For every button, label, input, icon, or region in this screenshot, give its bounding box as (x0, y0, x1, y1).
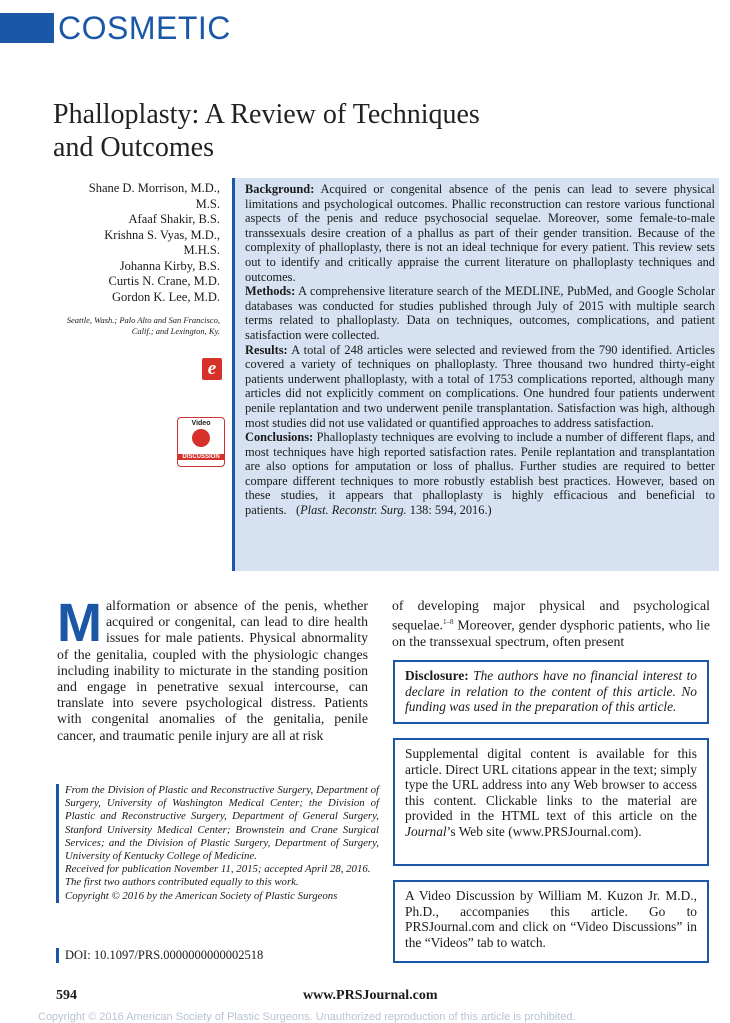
author-line: M.S. (195, 196, 220, 211)
author-line: Gordon K. Lee, M.D. (112, 289, 220, 304)
drop-cap: M (57, 593, 102, 653)
article-title (53, 98, 653, 164)
citation-journal: Plast. Reconstr. Surg. (300, 503, 407, 518)
discussion-icon-label: DISCUSSION (178, 454, 224, 460)
speech-bubble-icon (192, 429, 210, 447)
author-line: Curtis N. Crane, M.D. (108, 274, 220, 288)
results-label: Results: (245, 342, 288, 357)
reference-marker[interactable]: 1–8 (442, 618, 454, 627)
body-text-2b: Moreover, gender dysphoric patients, who lie on the transsexual spectrum, often present (392, 617, 710, 649)
supplemental-text-a: Supplemental digital content is available for this article. Direct URL citations appear in the text; simply type the URL address into any Web browser to access this content. Clickable links to the material are provided in the HTML text of this article on the (405, 746, 697, 824)
author-line: Krishna S. Vyas, M.D., (104, 227, 220, 242)
supplemental-text-b: ’s Web site (www.PRSJournal.com). (446, 823, 642, 839)
doi[interactable]: DOI: 10.1097/PRS.0000000000002518 (56, 948, 263, 963)
conclusions-text: Phalloplasty techniques are evolving to include a number of different flaps, and most techniques have high reported satisfaction rates. Penile replantation and transplantation are also options for amputation or loss of phallus. Further studies are required to better compare different techniques to more robustly establish best practices. However, based on these studies, it appears that phalloplasty is highly efficacious and beneficial to patients. (245, 430, 715, 518)
disclosure-label: Disclosure: (405, 668, 469, 683)
page-number: 594 (56, 988, 77, 1003)
abstract-box (232, 178, 719, 571)
author-line: Johanna Kirby, B.S. (119, 258, 220, 273)
video-discussion-box: A Video Discussion by William M. Kuzon Jr. M.D., Ph.D., accompanies this article. Go to PRSJournal.com and click on “Video Discussions” in the “Videos” tab to watch. (393, 880, 709, 963)
citation-open: ( (295, 503, 301, 518)
body-column-1 (57, 593, 368, 744)
supplemental-box (393, 738, 709, 866)
supplemental-journal: Journal (405, 823, 447, 839)
author-locations: Seattle, Wash.; Palo Alto and San Francisco, Calif.; and Lexington, Ky. (66, 315, 220, 336)
title-line-2: and Outcomes (53, 132, 214, 163)
background-text: Acquired or congenital absence of the penis can lead to severe physical limitations and psychological outcomes. Phallic reconstruction can restore various functional aspects of the penis and reduce psychosocial sequelae. Moreover, some female-to-male transsexuals desire creation of a phallus as part of their gender transition. Because of the complexity of phalloplasty, there is not an ideal technique for every patient. This review sets out to identify and critically appraise the current literature on phalloplasty techniques and outcomes. (245, 182, 715, 284)
header-bar (0, 13, 54, 43)
methods-label: Methods: (245, 284, 296, 299)
author-line: Afaaf Shakir, B.S. (128, 212, 220, 226)
author-list (50, 181, 220, 305)
affiliation-footnote (56, 784, 379, 903)
body-text-2a: of developing major physical and psychological sequelae. (392, 598, 710, 633)
methods-text: A comprehensive literature search of the MEDLINE, PubMed, and Google Scholar databases was conducted for studies published through July of 2015 with multiple search terms related to phalloplasty. Data on techniques, outcomes, complications, and patient satisfaction were collected. (245, 284, 715, 342)
title-line-1: Phalloplasty: A Review of Techniques (53, 99, 480, 130)
results-text: A total of 248 articles were selected and reviewed from the 790 identified. Articles covered a variety of techniques on phalloplasty. Three thousand two hundred thirty-eight patients underwent phalloplasty, with a total of 1753 complications reported, although many articles did not explicitly comment on complications. One hundred four patients underwent penile replantation and two underwent penile transplantation. Satisfaction was high, although most studies did not use validated or quantified approaches to address satisfaction. (245, 342, 716, 430)
video-icon-label: Video (191, 420, 211, 427)
disclosure-text: The authors have no financial interest to declare in relation to the content of this article. No funding was used in the preparation of this article. (405, 668, 697, 715)
conclusions-label: Conclusions: (245, 430, 314, 445)
e-content-icon[interactable]: e (202, 358, 222, 380)
background-label: Background: (245, 182, 315, 196)
citation-rest: 138: 594, 2016.) (406, 503, 492, 518)
disclosure-box (393, 660, 709, 724)
footnote-copyright: Copyright © 2016 by the American Society of Plastic Surgeons (65, 889, 338, 902)
footnote-received: Received for publication November 11, 2015; accepted April 28, 2016. (65, 863, 371, 876)
body-column-2 (392, 598, 710, 650)
copyright-notice: Copyright © 2016 American Society of Plastic Surgeons. Unauthorized reproduction of this article is prohibited. (38, 1011, 576, 1023)
video-discussion-icon[interactable] (177, 417, 225, 467)
journal-url[interactable]: www.PRSJournal.com (303, 988, 438, 1003)
footnote-equal: The first two authors contributed equally to this work. (65, 876, 299, 889)
footnote-from: From the Division of Plastic and Reconstructive Surgery, Department of Surgery, University of Washington Medical Center; the Division of Plastic and Reconstructive Surgery, Department of General Surgery, Stanford University Medical Center; Brownstein and Crane Surgical Services; and the Division of Plastic Surgery, Department of Surgery, University of Kentucky College of Medicine. (65, 784, 379, 863)
author-line: M.H.S. (183, 243, 220, 257)
author-line: Shane D. Morrison, M.D., (88, 181, 220, 195)
body-text-1: alformation or absence of the penis, whether acquired or congenital, can lead to dire health issues for male patients. Physical abnormality of the genitalia, coupled with the physiologic changes including inability to micturate in the standing position and engage in penetrative sexual intercourse, can translate into severe psychological distress. Patients with congenital anomalies of the genitalia, penile cancer, and traumatic penile injury are all at risk (57, 598, 368, 743)
section-label: COSMETIC (58, 10, 231, 46)
